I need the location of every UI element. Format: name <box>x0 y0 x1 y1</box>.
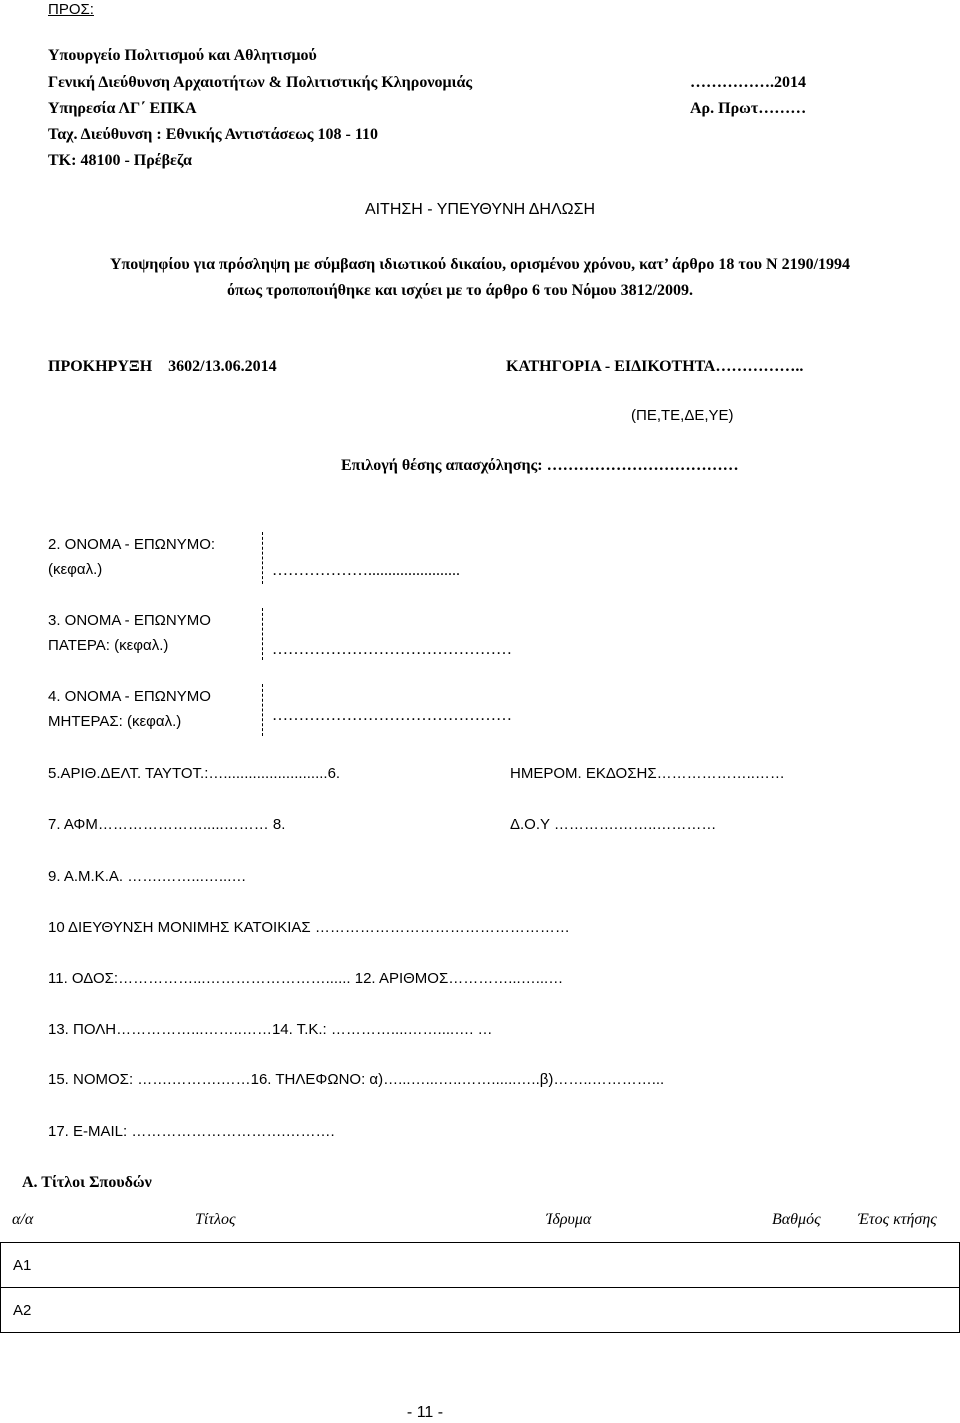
field-2-divider <box>262 532 263 584</box>
field-11-street[interactable]: 11. ΟΔΟΣ:……………...……………………...... 12. ΑΡΙΘΜΟΣ…………...…...… <box>48 970 564 987</box>
field-9-amka[interactable]: 9. Α.Μ.Κ.Α. …….……...…...… <box>48 868 247 885</box>
field-10-address[interactable]: 10 ΔΙΕΥΘΥΝΣΗ ΜΟΝΙΜΗΣ ΚΑΤΟΙΚΙΑΣ …………………………………………… <box>48 919 570 936</box>
field-2-value[interactable]: ………………....................... <box>272 562 460 579</box>
field-7-afm[interactable]: 7. ΑΦΜ………………….....……… 8. <box>48 816 286 833</box>
col-aa: α/α <box>12 1211 34 1228</box>
field-4-value[interactable]: ……………………………………… <box>272 707 512 724</box>
field-2-label-line1: 2. ΟΝΟΜΑ - ΕΠΩΝΥΜΟ: <box>48 536 216 553</box>
field-3-divider <box>262 608 263 660</box>
date-line: …………….2014 <box>690 74 806 91</box>
field-15-prefecture[interactable]: 15. ΝΟΜΟΣ: …….……….……16. ΤΗΛΕΦΩΝΟ: α)…...…...…..……......…..β)……..…………... <box>48 1071 665 1088</box>
protocol-line: Αρ. Πρωτ……… <box>690 100 807 117</box>
field-6-issue-date[interactable]: ΗΜΕΡΟΜ. ΕΚΔΟΣΗΣ………………..…… <box>510 765 785 782</box>
to-label: ΠΡΟΣ: <box>48 1 94 18</box>
form-subheading-2: όπως τροποποιήθηκε και ισχύει με το άρθρο 6 του Νόμου 3812/2009. <box>226 282 694 299</box>
field-8-doy[interactable]: Δ.Ο.Υ ………….……..………… <box>510 816 717 833</box>
field-3-label-line1: 3. ΟΝΟΜΑ - ΕΠΩΝΥΜΟ <box>48 612 211 629</box>
field-13-city[interactable]: 13. ΠΟΛΗ……………...……..……14. Τ.Κ.: …………....……....…. … <box>48 1021 493 1038</box>
address-line-2: Γενική Διεύθυνση Αρχαιοτήτων & Πολιτιστικής Κληρονομιάς <box>48 74 473 91</box>
address-line-1: Υπουργείο Πολιτισμού και Αθλητισμού <box>48 47 317 64</box>
field-3-label-line2: ΠΑΤΕΡΑ: (κεφαλ.) <box>48 637 169 654</box>
position-choice[interactable]: Επιλογή θέσης απασχόλησης: ……………………………… <box>341 457 739 474</box>
address-line-3: Υπηρεσία ΛΓ΄ ΕΠΚΑ <box>48 100 197 117</box>
form-heading: ΑΙΤΗΣΗ - ΥΠΕΥΘΥΝΗ ΔΗΛΩΣΗ <box>364 201 596 218</box>
category-types: (ΠΕ,ΤΕ,ΔΕ,ΥΕ) <box>631 407 734 424</box>
col-grade: Βαθμός <box>772 1211 821 1228</box>
form-subheading-1: Υποψηφίου για πρόσληψη με σύμβαση ιδιωτικού δικαίου, ορισμένου χρόνου, κατ’ άρθρο 18 του Ν 2190/1994 <box>109 256 851 273</box>
category: ΚΑΤΗΓΟΡΙΑ - ΕΙΔΙΚΟΤΗΤΑ…………….. <box>506 358 804 375</box>
field-5-id-number[interactable]: 5.ΑΡΙΘ.ΔΕΛΤ. ΤΑΥΤΟΤ.:….........................6. <box>48 765 341 782</box>
page-number: - 11 - <box>406 1404 444 1421</box>
field-3-value[interactable]: ……………………………………… <box>272 641 512 658</box>
field-4-label-line1: 4. ΟΝΟΜΑ - ΕΠΩΝΥΜΟ <box>48 688 211 705</box>
table-row <box>1 1243 960 1288</box>
col-institution: Ίδρυμα <box>546 1211 592 1228</box>
address-line-5: ΤΚ: 48100 - Πρέβεζα <box>48 152 192 169</box>
field-4-label-line2: ΜΗΤΕΡΑΣ: (κεφαλ.) <box>48 713 182 730</box>
address-line-4: Ταχ. Διεύθυνση : Εθνικής Αντιστάσεως 108 - 110 <box>48 126 378 143</box>
table-row <box>1 1288 960 1333</box>
field-17-email[interactable]: 17. E-MAIL: ………………………….………. <box>48 1123 335 1140</box>
field-4-divider <box>262 684 263 736</box>
col-title: Τίτλος <box>195 1211 236 1228</box>
col-year: Έτος κτήσης <box>858 1211 937 1228</box>
row-label: Α2 <box>1 1288 960 1333</box>
announcement: ΠΡΟΚΗΡΥΞΗ 3602/13.06.2014 <box>48 358 277 375</box>
studies-section-title: Α. Τίτλοι Σπουδών <box>22 1174 152 1191</box>
field-2-label-line2: (κεφαλ.) <box>48 561 103 578</box>
studies-table <box>0 1242 960 1333</box>
row-label: Α1 <box>1 1243 960 1288</box>
